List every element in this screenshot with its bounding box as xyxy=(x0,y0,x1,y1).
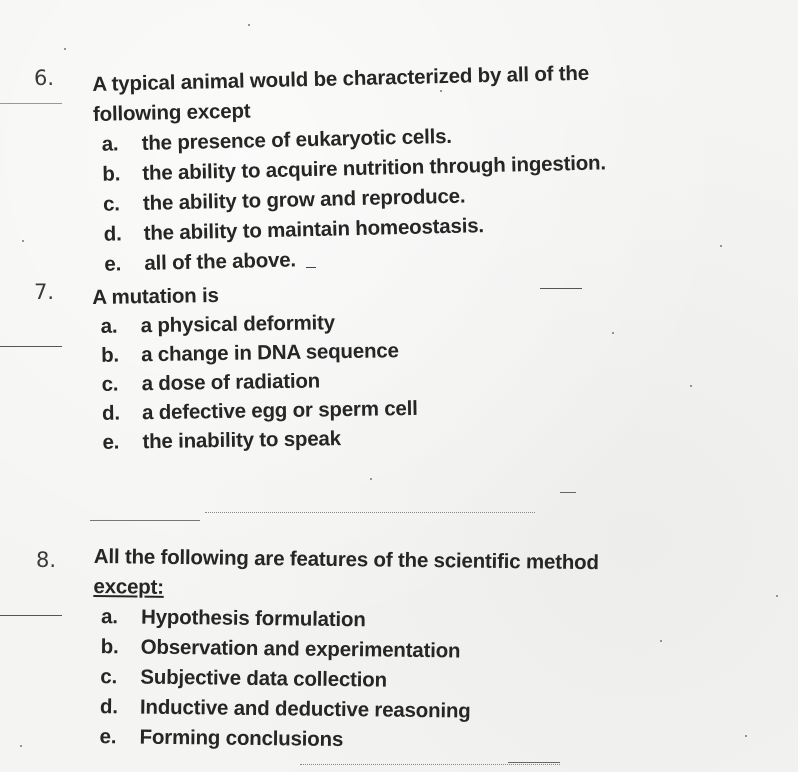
scan-speck xyxy=(745,735,747,737)
option-letter: e. xyxy=(99,725,117,749)
scan-speck xyxy=(64,48,66,50)
option-letter: d. xyxy=(103,222,122,246)
question-6 xyxy=(92,58,608,280)
option-letter: b. xyxy=(102,162,121,186)
option-letter: c. xyxy=(102,192,121,216)
option-text: Subjective data collection xyxy=(140,665,388,692)
option-text: Forming conclusions xyxy=(139,725,344,752)
answer-option xyxy=(94,394,418,428)
scan-rule xyxy=(508,762,560,763)
answer-option xyxy=(94,423,418,457)
question-stem: following except xyxy=(92,99,251,126)
question-stem: except: xyxy=(93,574,164,599)
question-8 xyxy=(91,542,599,758)
answer-option xyxy=(91,722,596,758)
scan-dotted-line xyxy=(205,512,535,513)
scan-rule xyxy=(540,288,582,289)
scan-speck xyxy=(20,745,22,747)
scan-speck xyxy=(612,332,614,334)
scan-dotted-line xyxy=(90,520,200,521)
scan-speck xyxy=(720,245,722,247)
option-letter: a. xyxy=(101,132,119,156)
option-text: the inability to speak xyxy=(142,427,342,454)
scan-rule xyxy=(0,103,62,104)
scan-rule xyxy=(0,615,62,616)
option-letter: e. xyxy=(102,430,120,454)
option-letter: a. xyxy=(100,605,118,629)
question-number: 6. xyxy=(34,66,55,90)
scan-speck xyxy=(22,240,24,242)
scan-speck xyxy=(370,478,372,480)
scan-rule xyxy=(560,492,576,493)
question-stem: All the following are features of the scientific method xyxy=(93,544,599,575)
option-text: the ability to acquire nutrition through ingestion. xyxy=(142,151,607,185)
question-7 xyxy=(92,278,418,457)
option-text: a physical deformity xyxy=(140,311,336,338)
option-letter: c. xyxy=(101,372,119,396)
scan-dotted-line xyxy=(300,764,560,765)
option-text: Inductive and deductive reasoning xyxy=(139,695,471,723)
scan-speck xyxy=(776,595,778,597)
scan-rule xyxy=(0,346,62,347)
option-text: Hypothesis formulation xyxy=(140,605,366,632)
option-text: all of the above. xyxy=(144,248,297,275)
question-number: 7. xyxy=(34,280,55,304)
option-text: a dose of radiation xyxy=(141,369,321,396)
option-text: Observation and experimentation xyxy=(140,635,461,663)
option-letter: d. xyxy=(101,401,121,425)
option-letter: e. xyxy=(104,252,122,276)
option-letter: a. xyxy=(100,314,118,338)
scan-speck xyxy=(248,24,250,26)
scan-speck xyxy=(690,385,692,387)
option-letter: c. xyxy=(100,665,118,689)
option-letter: b. xyxy=(100,635,119,659)
question-stem: A typical animal would be characterized by all of the xyxy=(92,61,590,96)
question-stem: A mutation is xyxy=(92,284,219,309)
question-number: 8. xyxy=(36,548,57,572)
option-text: the ability to maintain homeostasis. xyxy=(143,214,485,245)
option-text: a change in DNA sequence xyxy=(140,339,399,367)
option-letter: b. xyxy=(100,343,120,367)
option-letter: d. xyxy=(99,695,118,719)
option-text: a defective egg or sperm cell xyxy=(141,396,418,425)
option-text: the presence of eukaryotic cells. xyxy=(141,124,453,155)
answer-option xyxy=(93,336,417,370)
option-text: the ability to grow and reproduce. xyxy=(142,184,466,215)
scan-speck xyxy=(660,640,662,642)
